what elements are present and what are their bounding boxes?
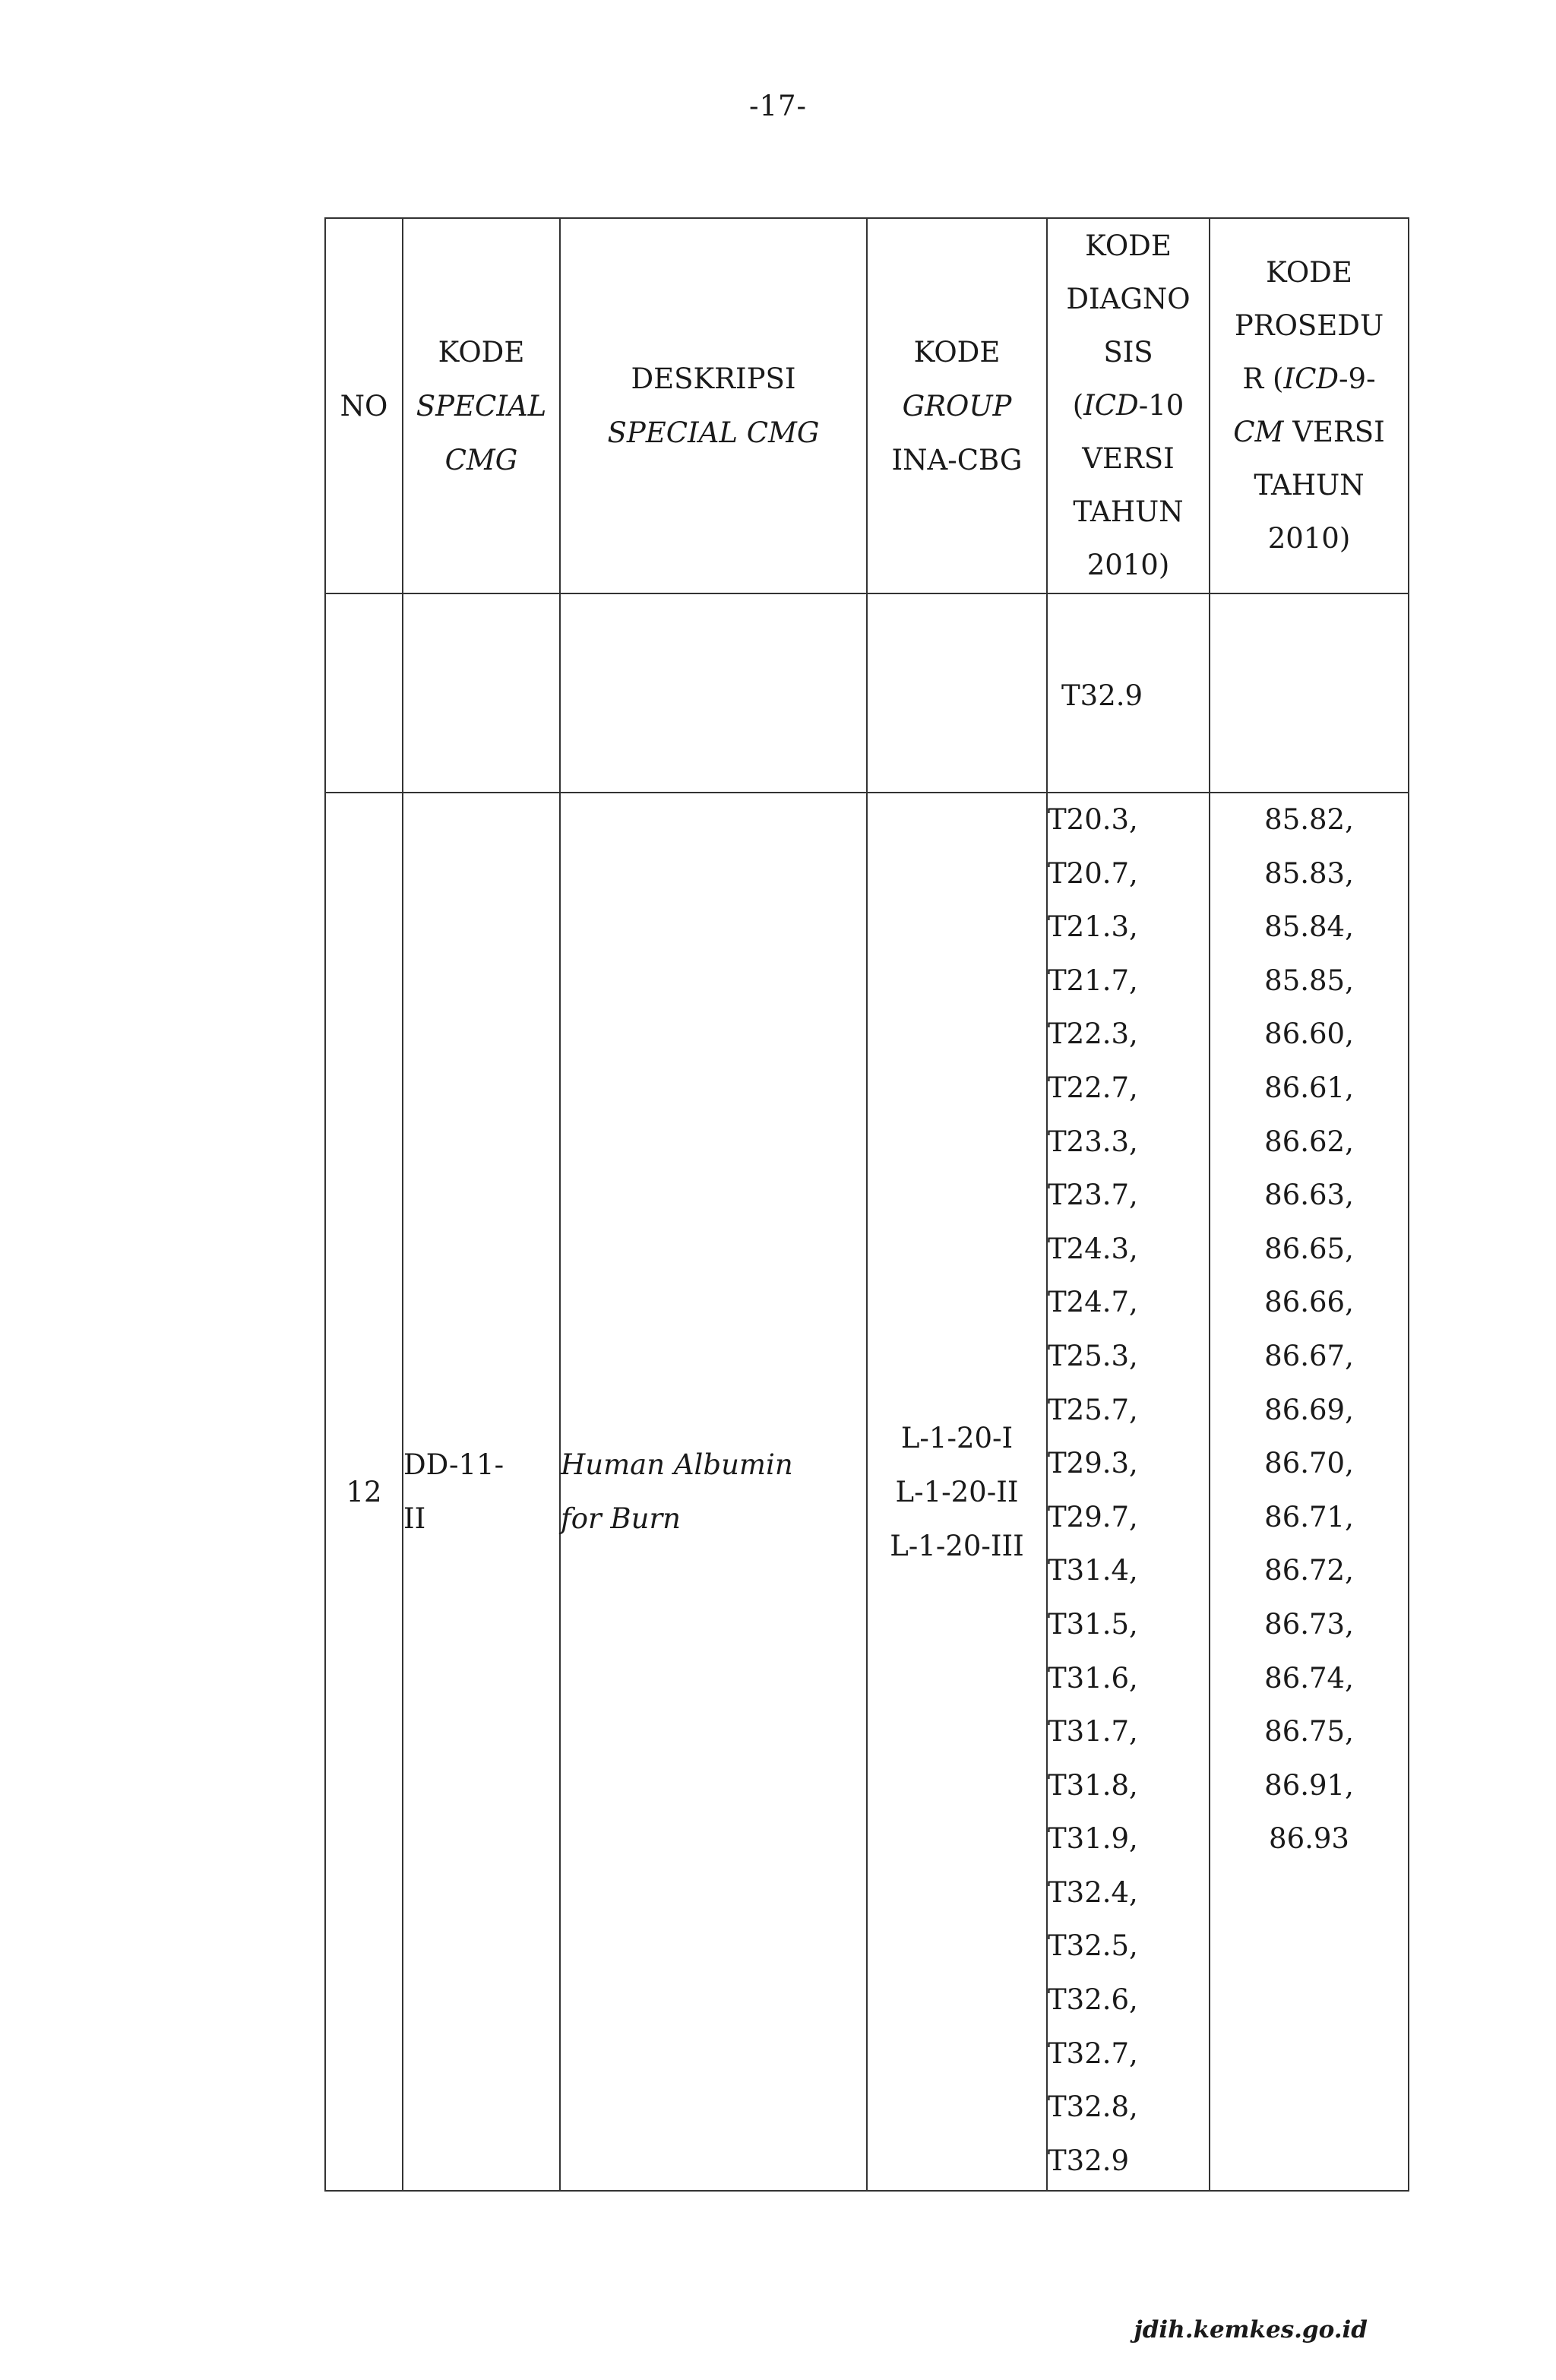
diagnosis-code: T32.5, bbox=[1048, 1929, 1138, 1963]
diagnosis-code: T32.6, bbox=[1048, 1983, 1138, 2017]
header-kode-prosedur-line: PROSEDU bbox=[1234, 309, 1384, 342]
table-header-row bbox=[325, 218, 1409, 593]
header-kode-group-line: GROUP bbox=[902, 389, 1012, 423]
diagnosis-code: T25.7, bbox=[1048, 1393, 1138, 1426]
header-kode-diagnosis-line: SIS bbox=[1103, 336, 1153, 369]
diagnosis-code: T21.7, bbox=[1048, 964, 1138, 997]
header-kode-diagnosis-line: DIAGNO bbox=[1066, 283, 1191, 315]
procedure-code: 86.73, bbox=[1264, 1607, 1354, 1641]
header-kode-prosedur-line: KODE bbox=[1266, 256, 1352, 289]
procedure-code: 86.75, bbox=[1264, 1715, 1354, 1749]
deskripsi-line: for Burn bbox=[561, 1502, 681, 1535]
diagnosis-code: T24.3, bbox=[1048, 1232, 1138, 1265]
procedure-code: 86.62, bbox=[1264, 1125, 1354, 1158]
header-kode-special-line: SPECIAL bbox=[416, 389, 547, 423]
diagnosis-code: T23.7, bbox=[1048, 1179, 1138, 1212]
kode-special-line: II bbox=[403, 1502, 426, 1535]
header-no: NO bbox=[325, 218, 403, 593]
procedure-code: 86.72, bbox=[1264, 1554, 1354, 1587]
diagnosis-code: T29.7, bbox=[1048, 1500, 1138, 1533]
procedure-code: 85.85, bbox=[1264, 964, 1354, 997]
header-deskripsi-line: DESKRIPSI bbox=[631, 362, 796, 395]
diagnosis-code: T22.3, bbox=[1048, 1018, 1138, 1051]
diagnosis-code: T31.7, bbox=[1048, 1715, 1138, 1749]
procedure-code: 86.70, bbox=[1264, 1447, 1354, 1480]
diagnosis-code: T20.3, bbox=[1048, 803, 1138, 836]
diagnosis-code: T21.3, bbox=[1048, 910, 1138, 944]
procedure-code: 86.65, bbox=[1264, 1232, 1354, 1265]
diagnosis-code: T32.4, bbox=[1048, 1875, 1138, 1909]
cell-kode-prosedur bbox=[1210, 793, 1409, 2191]
cell-empty bbox=[867, 593, 1047, 793]
diagnosis-code: T20.7, bbox=[1048, 856, 1138, 890]
table-row-continuation bbox=[325, 593, 1409, 793]
header-kode-diagnosis-line: VERSI bbox=[1082, 442, 1175, 475]
diagnosis-code: T31.5, bbox=[1048, 1607, 1138, 1641]
cell-kode-special bbox=[403, 793, 560, 2191]
procedure-code: 86.67, bbox=[1264, 1339, 1354, 1372]
special-cmg-table bbox=[324, 217, 1409, 2192]
cell-empty bbox=[560, 593, 867, 793]
header-kode-group-line: INA-CBG bbox=[891, 443, 1023, 476]
procedure-code: 85.83, bbox=[1264, 856, 1354, 890]
header-kode-special bbox=[403, 218, 560, 593]
cell-no: 12 bbox=[325, 793, 403, 2191]
header-kode-diagnosis bbox=[1047, 218, 1210, 593]
diagnosis-code: T31.6, bbox=[1048, 1661, 1138, 1695]
cell-kode-group bbox=[867, 793, 1047, 2191]
procedure-code: 86.66, bbox=[1264, 1286, 1354, 1319]
header-deskripsi-line: SPECIAL CMG bbox=[607, 416, 820, 449]
cell-diagnosis-continuation: T32.9 bbox=[1047, 593, 1210, 793]
procedure-code: 85.82, bbox=[1264, 803, 1354, 836]
header-kode-group bbox=[867, 218, 1047, 593]
diagnosis-code: T29.3, bbox=[1048, 1447, 1138, 1480]
procedure-code: 85.84, bbox=[1264, 910, 1354, 944]
header-kode-special-line: CMG bbox=[444, 443, 518, 476]
procedure-code: 86.74, bbox=[1264, 1661, 1354, 1695]
kode-group-line: L-1-20-I bbox=[900, 1421, 1014, 1454]
procedure-code: 86.61, bbox=[1264, 1071, 1354, 1104]
diagnosis-code: T22.7, bbox=[1048, 1071, 1138, 1104]
procedure-code: 86.93 bbox=[1269, 1822, 1349, 1856]
header-kode-group-line: KODE bbox=[913, 335, 1001, 369]
procedure-code: 86.91, bbox=[1264, 1768, 1354, 1802]
diagnosis-code: T23.3, bbox=[1048, 1125, 1138, 1158]
kode-special-line: DD-11- bbox=[403, 1448, 504, 1481]
diagnosis-code: T32.7, bbox=[1048, 2037, 1138, 2070]
diagnosis-code: T24.7, bbox=[1048, 1286, 1138, 1319]
diagnosis-code: T32.9 bbox=[1048, 2144, 1130, 2177]
diagnosis-code: T31.9, bbox=[1048, 1822, 1138, 1856]
header-kode-prosedur bbox=[1210, 218, 1409, 593]
procedure-code: 86.60, bbox=[1264, 1018, 1354, 1051]
cell-empty bbox=[403, 593, 560, 793]
procedure-code: 86.69, bbox=[1264, 1393, 1354, 1426]
deskripsi-line: Human Albumin bbox=[561, 1448, 793, 1481]
header-kode-prosedur-line: R (ICD-9- bbox=[1242, 362, 1376, 395]
cell-empty bbox=[1210, 593, 1409, 793]
header-kode-prosedur-line: TAHUN bbox=[1254, 469, 1365, 502]
header-kode-diagnosis-line: (ICD-10 bbox=[1072, 389, 1184, 422]
diagnosis-code: T31.4, bbox=[1048, 1554, 1138, 1587]
header-kode-prosedur-line: CM VERSI bbox=[1233, 416, 1385, 448]
footer-source-link: jdih.kemkes.go.id bbox=[1134, 2316, 1368, 2344]
procedure-code: 86.71, bbox=[1264, 1500, 1354, 1533]
page-number: -17- bbox=[748, 90, 808, 122]
cell-kode-diagnosis bbox=[1047, 793, 1210, 2191]
procedure-code: 86.63, bbox=[1264, 1179, 1354, 1212]
diagnosis-code: T31.8, bbox=[1048, 1768, 1138, 1802]
cell-deskripsi bbox=[560, 793, 867, 2191]
diagnosis-code: T32.8, bbox=[1048, 2090, 1138, 2124]
cell-empty bbox=[325, 593, 403, 793]
header-kode-diagnosis-line: 2010) bbox=[1086, 549, 1170, 581]
table-row bbox=[325, 793, 1409, 2191]
header-kode-special-line: KODE bbox=[438, 335, 525, 369]
header-kode-diagnosis-line: TAHUN bbox=[1073, 495, 1184, 528]
kode-group-line: L-1-20-II bbox=[895, 1475, 1019, 1508]
diagnosis-code: T25.3, bbox=[1048, 1339, 1138, 1372]
kode-group-line: L-1-20-III bbox=[890, 1529, 1024, 1562]
header-deskripsi bbox=[560, 218, 867, 593]
header-kode-prosedur-line: 2010) bbox=[1267, 522, 1351, 555]
header-kode-diagnosis-line: KODE bbox=[1085, 229, 1172, 262]
